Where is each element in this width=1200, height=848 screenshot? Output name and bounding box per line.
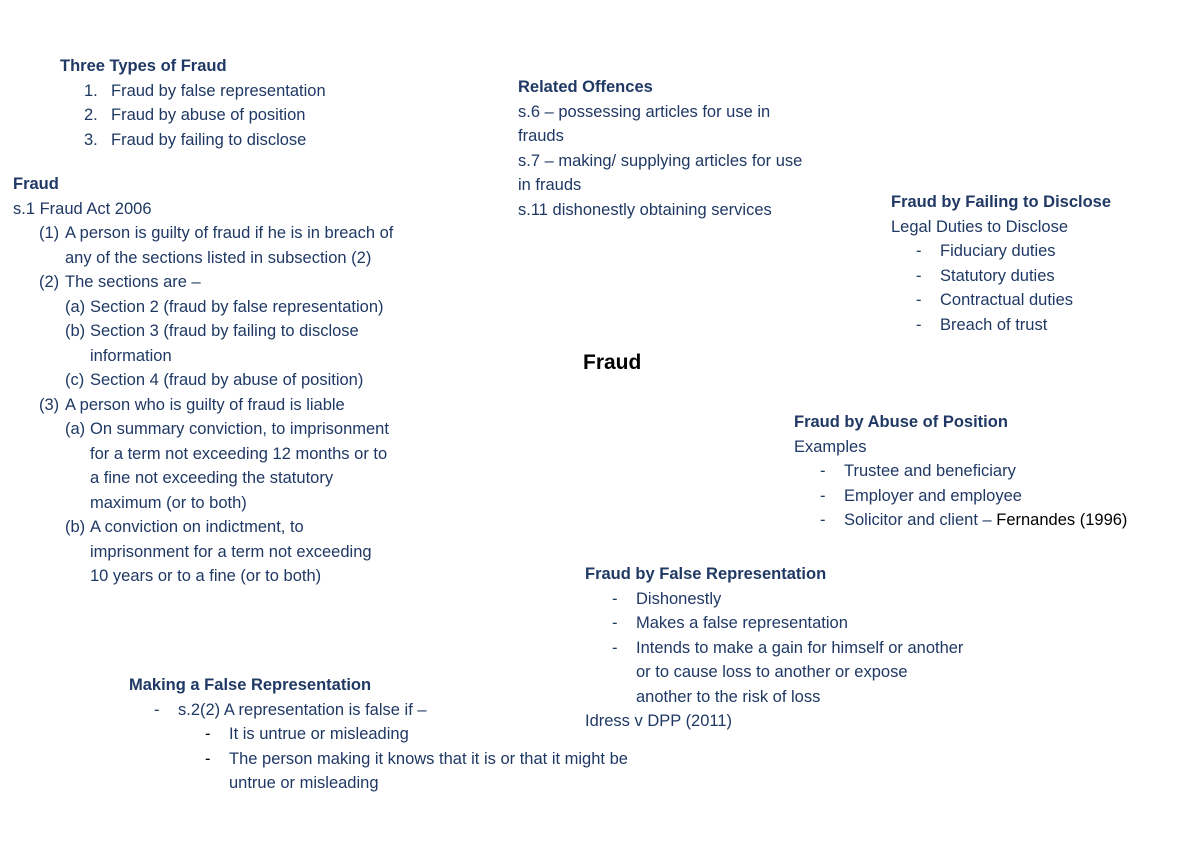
abuse-position-block: [794, 410, 1127, 533]
related-offences-block: Related Offences s.6 – possessing articles for use in frauds s.7 – making/ supplying articles for use in frauds s.11 dishonestly obtaining services: [518, 75, 802, 222]
list-item: - Contractual duties: [916, 291, 1073, 309]
fraud-heading: Fraud: [13, 175, 59, 193]
false-rep-heading: Fraud by False Representation: [585, 565, 827, 583]
case-citation: Idress v DPP (2011): [585, 712, 733, 730]
subsection-3: (3) A person who is guilty of fraud is liable: [39, 395, 345, 414]
list-item: - Dishonestly: [612, 589, 722, 608]
list-item: - The person making it knows that it is or that it might be untrue or misleading: [205, 749, 628, 792]
subsection-2-c: (c) Section 4 (fraud by abuse of position): [65, 371, 364, 389]
list-item: - Statutory duties: [916, 266, 1055, 285]
list-item: - Solicitor and client – Fernandes (1996): [820, 511, 1128, 529]
subsection-3-b: (b) A conviction on indictment, to imprisonment for a term not exceeding 10 years or to a fine (or to both): [65, 518, 372, 585]
list-item: 3. Fraud by failing to disclose: [84, 130, 307, 149]
case-citation: Fernandes (1996): [991, 511, 1128, 529]
list-item: - It is untrue or misleading: [205, 725, 409, 743]
subsection-2: (2) The sections are –: [39, 273, 201, 291]
failing-disclose-block: [891, 190, 1111, 337]
list-item: - Breach of trust: [916, 315, 1048, 334]
subsection-2-a: (a) Section 2 (fraud by false representation): [65, 297, 384, 316]
list-item: - Trustee and beneficiary: [820, 462, 1016, 480]
failing-disclose-sub: Legal Duties to Disclose: [891, 217, 1069, 236]
list-item: - s.2(2) A representation is false if –: [154, 700, 427, 719]
abuse-position-sub: Examples: [794, 437, 867, 456]
list-item: 2. Fraud by abuse of position: [84, 106, 306, 124]
making-false-block: [129, 673, 628, 796]
list-item: - Intends to make a gain for himself or another or to cause loss to another or expose another to the risk of loss: [612, 638, 964, 706]
subsection-1: (1) A person is guilty of fraud if he is in breach of any of the sections listed in subsection (2): [39, 224, 394, 267]
list-item: - Makes a false representation: [612, 614, 848, 632]
center-title: Fraud: [583, 351, 642, 374]
list-item: 1. Fraud by false representation: [84, 81, 326, 100]
subsection-2-b: (b) Section 3 (fraud by failing to disclose information: [65, 322, 359, 365]
list-item: - Fiduciary duties: [916, 242, 1056, 260]
failing-disclose-heading: Fraud by Failing to Disclose: [891, 193, 1112, 211]
false-rep-block: [585, 562, 963, 734]
list-item: - Employer and employee: [820, 486, 1022, 505]
act-reference: s.1 Fraud Act 2006: [13, 199, 152, 218]
making-false-heading: Making a False Representation: [129, 676, 372, 694]
abuse-position-heading: Fraud by Abuse of Position: [794, 413, 1008, 431]
related-heading: Related Offences: [518, 78, 653, 96]
three-types-heading: Three Types of Fraud: [60, 57, 227, 75]
fraud-section: [13, 172, 393, 589]
subsection-3-a: (a) On summary conviction, to imprisonment for a term not exceeding 12 months or to a fine not exceeding the statutory maximum (or to both): [65, 420, 389, 512]
three-types-block: [60, 54, 326, 152]
